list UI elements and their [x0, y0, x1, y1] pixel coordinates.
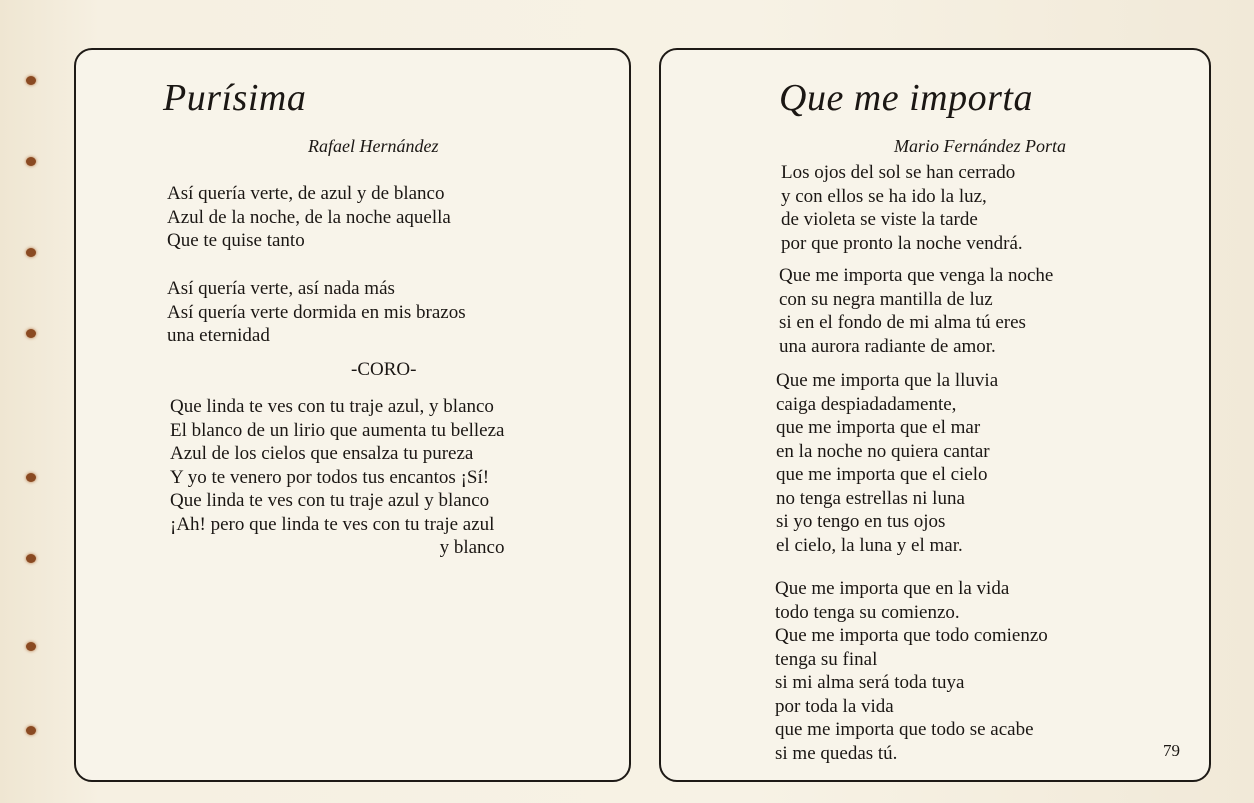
poem-line: una aurora radiante de amor. — [779, 335, 996, 357]
binder-hole — [26, 473, 36, 482]
page-number: 79 — [1163, 741, 1180, 760]
right-stanza-3 — [776, 369, 998, 557]
right-poem-panel — [659, 48, 1211, 782]
poem-line: Así quería verte dormida en mis brazos — [167, 301, 466, 323]
binder-hole — [26, 76, 36, 85]
binder-hole — [26, 726, 36, 735]
right-poem-title: Que me importa — [779, 77, 1033, 119]
right-stanza-1 — [781, 161, 1023, 255]
poem-line: si mi alma será toda tuya — [775, 672, 965, 693]
left-poem-title: Purísima — [163, 77, 307, 119]
poem-line: por toda la vida — [775, 695, 894, 717]
poem-line: caiga despiadadamente, — [776, 393, 957, 415]
poem-line: que me importa que el cielo — [776, 464, 988, 485]
poem-line: ¡Ah! pero que linda te ves con tu traje azul — [170, 513, 495, 535]
left-poem-author: Rafael Hernández — [308, 136, 439, 156]
poem-line: el cielo, la luna y el mar. — [776, 534, 963, 556]
left-stanza-1 — [167, 182, 451, 253]
poem-line: Así quería verte, de azul y de blanco — [167, 183, 445, 204]
binder-hole — [26, 157, 36, 166]
poem-line: tenga su final — [775, 648, 878, 670]
poem-line: El blanco de un lirio que aumenta tu belleza — [170, 419, 505, 441]
poem-line: de violeta se viste la tarde — [781, 209, 978, 230]
poem-line: que me importa que el mar — [776, 417, 981, 438]
binder-hole — [26, 248, 36, 257]
left-stanza-3 — [170, 395, 505, 560]
right-stanza-2 — [779, 264, 1053, 358]
poem-line: todo tenga su comienzo. — [775, 601, 960, 623]
poem-line: Así quería verte, así nada más — [167, 278, 395, 299]
poem-line: y con ellos se ha ido la luz, — [781, 185, 987, 207]
poem-line: Que linda te ves con tu traje azul y blanco — [170, 490, 490, 511]
poem-line: que me importa que todo se acabe — [775, 719, 1034, 740]
poem-line: Que me importa que la lluvia — [776, 370, 999, 391]
poem-line: Azul de los cielos que ensalza tu pureza — [170, 443, 474, 464]
poem-line: Que me importa que todo comienzo — [775, 625, 1048, 646]
binder-hole — [26, 554, 36, 563]
poem-line: con su negra mantilla de luz — [779, 288, 993, 310]
poem-line: una eternidad — [167, 325, 270, 346]
binder-hole — [26, 329, 36, 338]
poem-line: Que te quise tanto — [167, 230, 305, 251]
left-poem-panel — [74, 48, 631, 782]
right-stanza-4 — [775, 577, 1048, 765]
poem-line: Que me importa que en la vida — [775, 578, 1010, 599]
left-stanza-2 — [167, 277, 466, 348]
poem-line: si en el fondo de mi alma tú eres — [779, 312, 1026, 333]
poem-line: Azul de la noche, de la noche aquella — [167, 206, 451, 228]
poem-line: si yo tengo en tus ojos — [776, 511, 946, 532]
binder-hole — [26, 642, 36, 651]
poem-line: Los ojos del sol se han cerrado — [781, 162, 1016, 183]
poem-line: si me quedas tú. — [775, 742, 898, 764]
coro-label: -CORO- — [351, 359, 417, 380]
poem-line: Y yo te venero por todos tus encantos ¡Sí! — [170, 466, 490, 488]
poem-line: por que pronto la noche vendrá. — [781, 232, 1023, 254]
right-poem-author: Mario Fernández Porta — [894, 136, 1066, 156]
poem-line: y blanco — [439, 537, 505, 558]
poem-line: no tenga estrellas ni luna — [776, 487, 965, 509]
poem-line: Que me importa que venga la noche — [779, 265, 1054, 286]
poem-line: Que linda te ves con tu traje azul, y blanco — [170, 396, 494, 417]
poem-line: en la noche no quiera cantar — [776, 440, 990, 462]
